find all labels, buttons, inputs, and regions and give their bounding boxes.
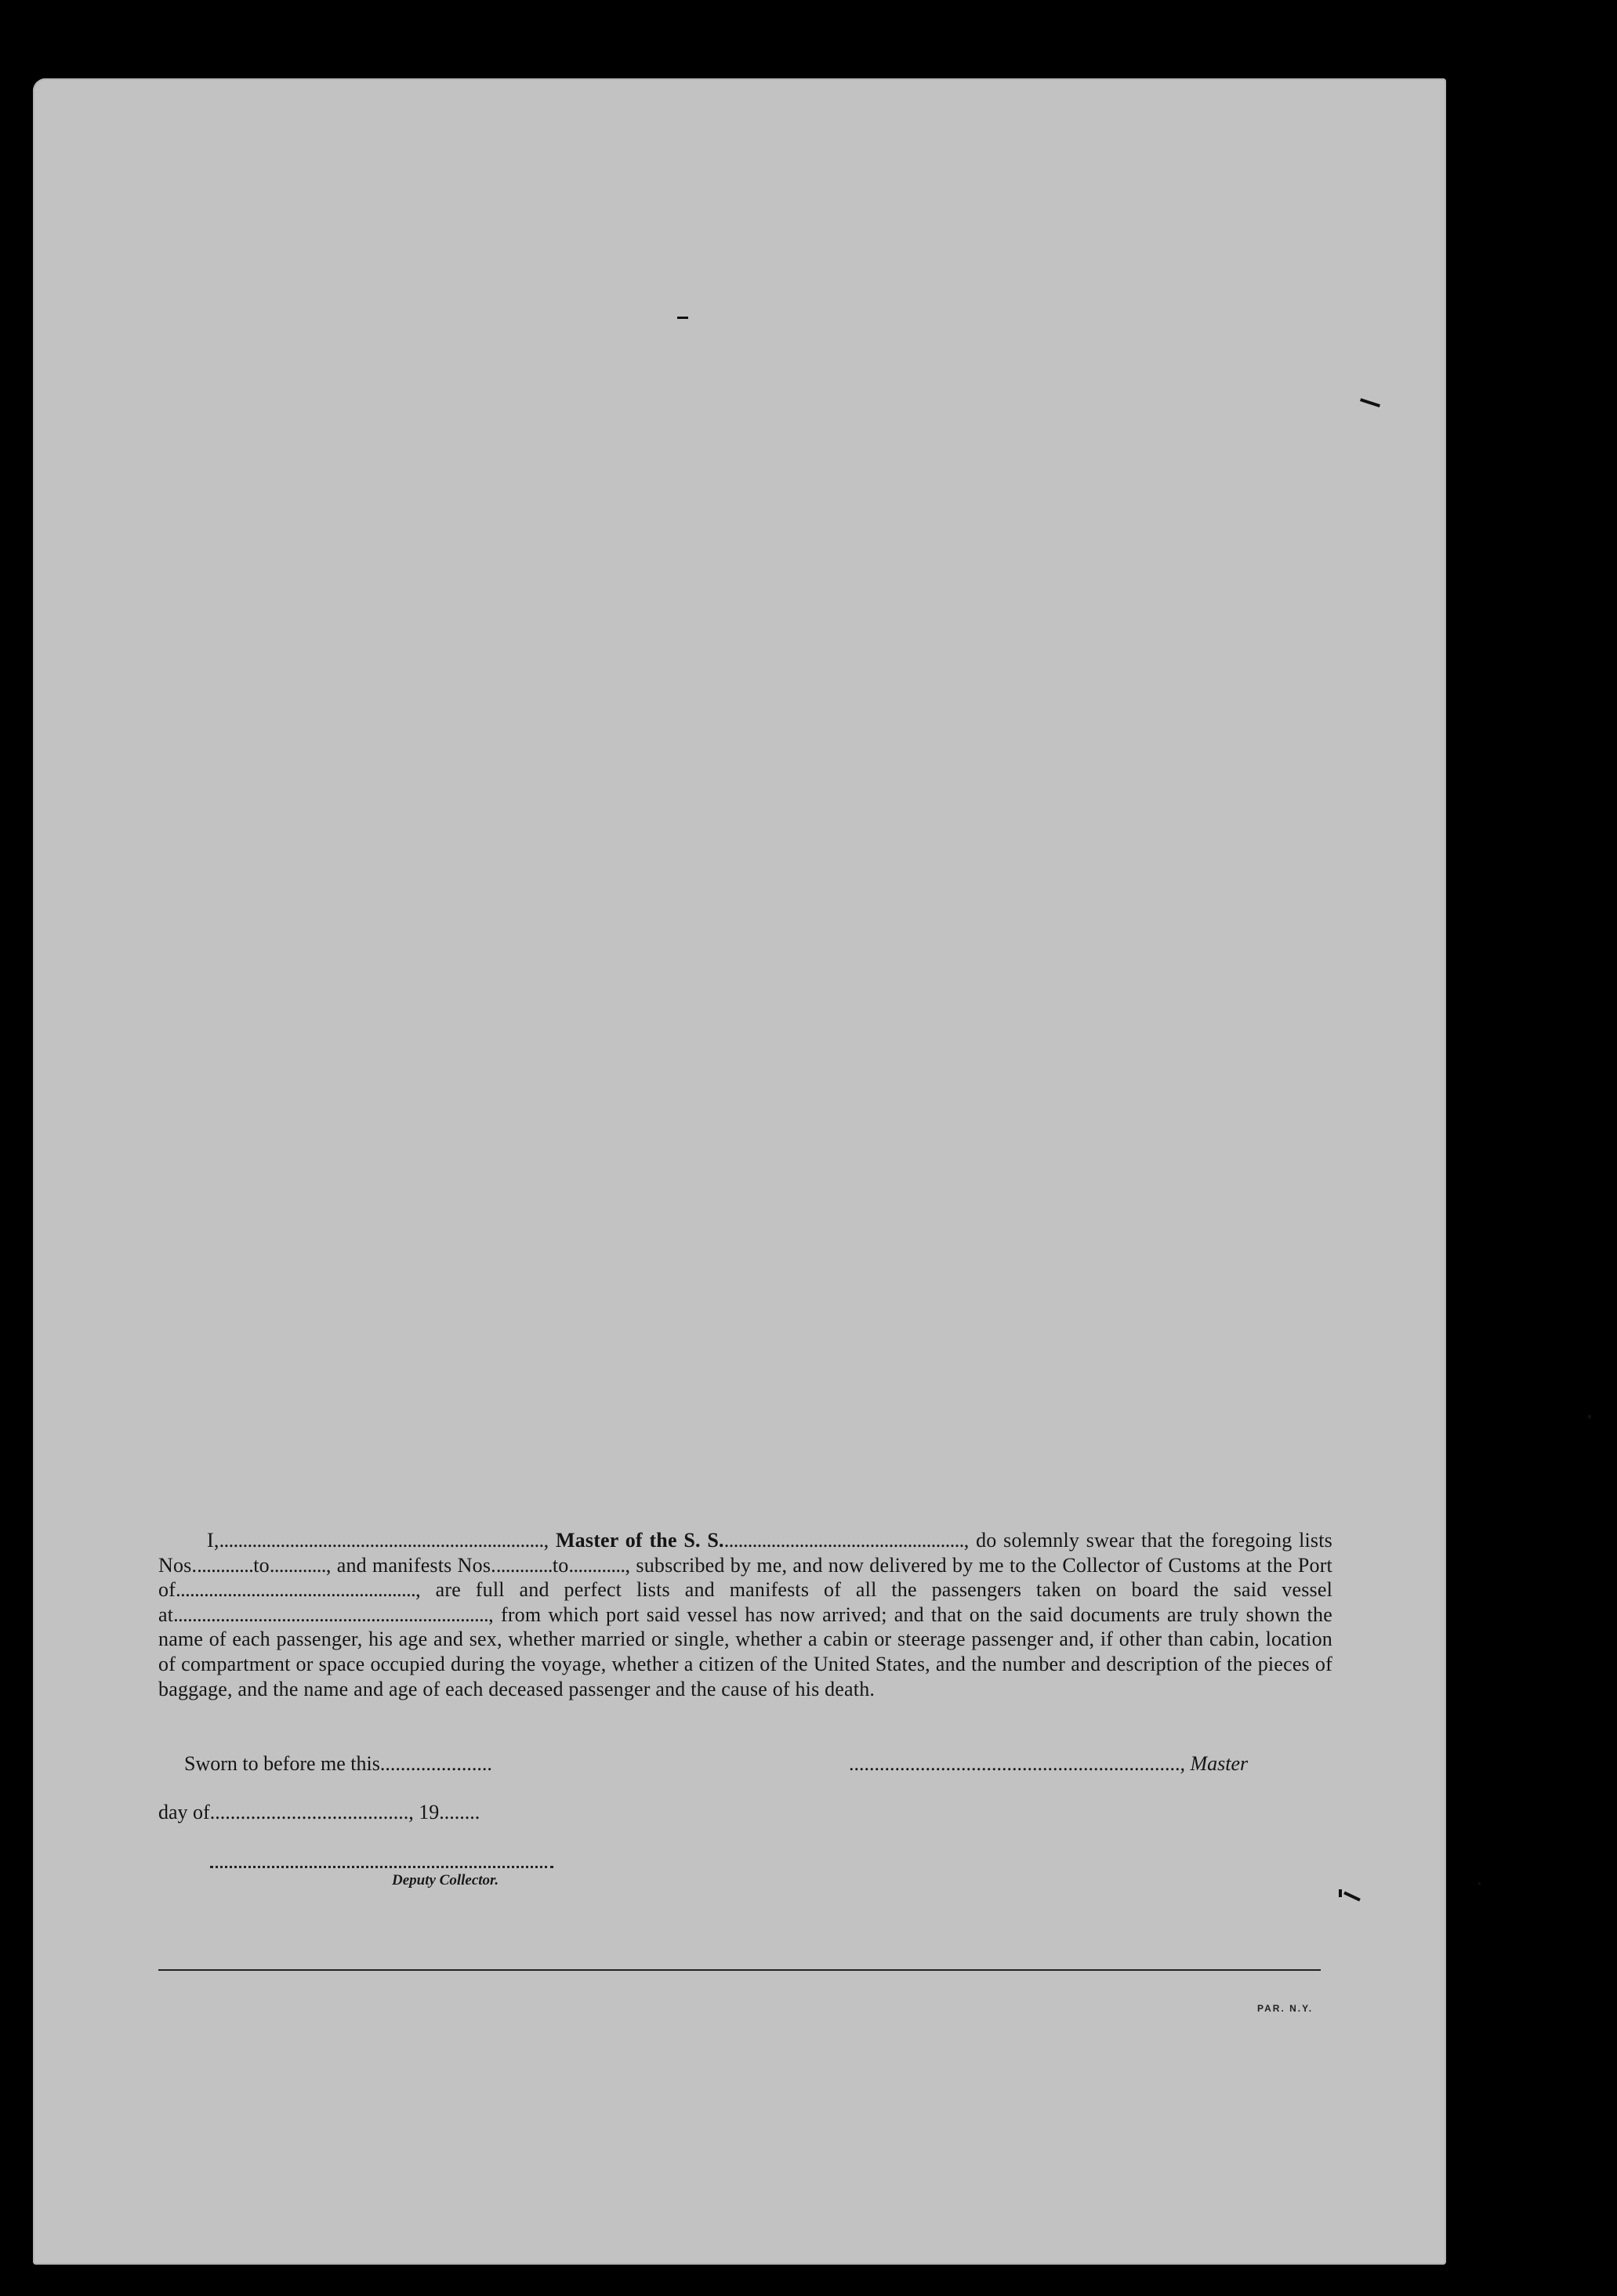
sworn-label: Sworn to before me this <box>184 1752 380 1775</box>
lists-from-blank: ............ <box>197 1553 254 1577</box>
year-blank: ........ <box>439 1801 480 1823</box>
master-oath-text <box>158 1528 1332 1701</box>
lists-to-label: to <box>253 1553 270 1577</box>
sworn-row <box>184 1752 492 1776</box>
manifests-to-label: to <box>552 1553 569 1577</box>
ship-name-blank: ................................................... <box>723 1529 964 1552</box>
manifests-to-blank: ............ <box>568 1553 625 1577</box>
port-blank: ................................................... <box>176 1578 416 1602</box>
day-of-label: day of <box>158 1801 210 1823</box>
form-sheet <box>33 78 1446 2265</box>
master-of-ss-label: Master of the S. S. <box>555 1529 724 1552</box>
oath-comma: , <box>543 1529 556 1552</box>
departure-port-blank: ................................................................... <box>173 1602 489 1626</box>
manifests-from-blank: ............ <box>495 1553 553 1577</box>
oath-delivered-text: , subscribed by me, and now delivered by me to the Collector of Customs at the Port of <box>158 1553 1332 1602</box>
year-prefix-label: , 19 <box>408 1801 440 1823</box>
deputy-collector-label: Deputy Collector. <box>392 1872 499 1889</box>
day-of-row <box>158 1801 480 1824</box>
master-name-blank: ..................................................................... <box>219 1529 544 1552</box>
master-signature-row <box>849 1752 1248 1776</box>
month-blank: ....................................... <box>209 1801 409 1823</box>
oath-swear-text: , do solemnly swear that the foregoing lists Nos. <box>158 1529 1332 1577</box>
master-signature-label: , Master <box>1180 1752 1249 1775</box>
manifests-label: , and manifests Nos. <box>325 1553 496 1577</box>
sworn-date-blank: ...................... <box>379 1752 492 1775</box>
lists-to-blank: ............ <box>269 1553 326 1577</box>
oath-full-lists-text: , are full and perfect lists and manifests of all the passengers taken on board the said vessel at <box>158 1578 1332 1626</box>
deputy-signature-line <box>210 1866 553 1868</box>
oath-i: I, <box>207 1529 219 1552</box>
footer-rule <box>158 1969 1321 1971</box>
printer-mark: PAR. N.Y. <box>1257 2003 1314 2014</box>
master-signature-blank: ................................................................. <box>849 1752 1180 1775</box>
oath-closing-text: , from which port said vessel has now arrived; and that on the said documents are truly shown the name of each passenger, his age and sex, whether married or single, whether a cabin or steerage passenger and, if other than cabin, location of compartment or space occupied during the voyage, whether a citizen of the United States, and the number and description of the pieces of baggage, and the name and age of each deceased passenger and the cause of his death. <box>158 1602 1332 1700</box>
